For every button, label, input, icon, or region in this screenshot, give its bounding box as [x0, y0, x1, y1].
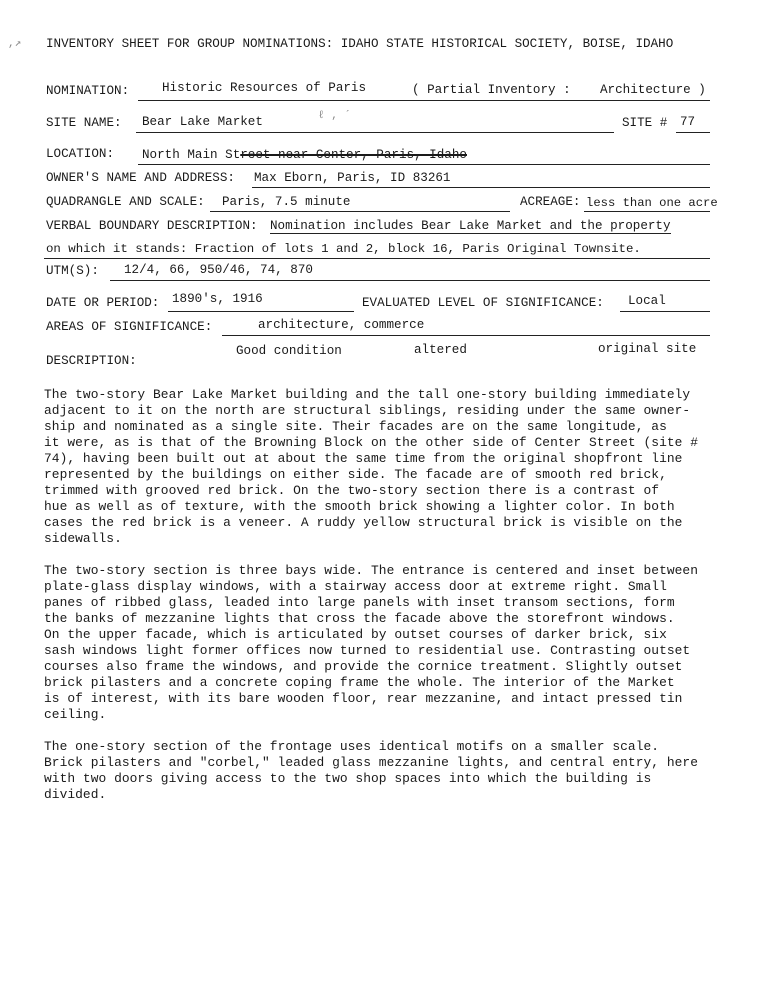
date-value: 1890's, 1916 — [172, 292, 263, 306]
acreage-label: ACREAGE: — [520, 195, 581, 209]
site-number-value: 77 — [680, 115, 696, 129]
utm-value: 12/4, 66, 950/46, 74, 870 — [124, 263, 313, 277]
quadrangle-value: Paris, 7.5 minute — [222, 195, 351, 209]
acreage-value: less than one acre — [586, 196, 718, 210]
description-paragraph-3: The one-story section of the frontage uses identical motifs on a smaller scale. Brick pilasters and "corbel," leaded glass mezzanine lights, and central entry, here with two doors giving access to the two shop spaces into which the building is divided. — [44, 739, 698, 802]
location-value-struck: reet near Center, Paris, Idaho — [240, 148, 467, 162]
boundary-line-1: Nomination includes Bear Lake Market and the property — [270, 219, 671, 233]
site-name-value: Bear Lake Market — [142, 115, 263, 129]
nomination-qualifier-value: Architecture ) — [600, 83, 706, 97]
site-name-label: SITE NAME: — [46, 116, 122, 130]
owner-rule — [252, 187, 710, 188]
utm-rule — [110, 280, 710, 281]
quadrangle-label: QUADRANGLE AND SCALE: — [46, 195, 205, 209]
significance-value: Local — [628, 294, 666, 308]
description-label: DESCRIPTION: — [46, 354, 137, 368]
acreage-rule — [584, 211, 710, 212]
owner-value: Max Eborn, Paris, ID 83261 — [254, 171, 451, 185]
location-label: LOCATION: — [46, 147, 115, 161]
description-paragraph-2: The two-story section is three bays wide. The entrance is centered and inset between plate-glass display windows, with a stairway access door at extreme right. Small panes of ribbed glass, leaded into large panels with inset transom sections, form the banks of mezzanine lights that cross the facade above the storefront windows. On the upper facade, which is articulated by outset courses of darker brick, six sash windows light former offices now turned to residential use. Contrasting outset courses also frame the windows, and provide the cornice treatment. Slightly outset brick pilasters and a concrete coping frame the whole. The interior of the Market is of interest, with its bare wooden floor, rear mezzanine, and intact pressed tin ceiling. — [44, 563, 698, 722]
significance-label: EVALUATED LEVEL OF SIGNIFICANCE: — [362, 296, 604, 310]
site-number-rule — [676, 132, 710, 133]
owner-label: OWNER'S NAME AND ADDRESS: — [46, 171, 235, 185]
boundary-label: VERBAL BOUNDARY DESCRIPTION: — [46, 219, 258, 233]
nomination-qualifier: ( Partial Inventory : — [412, 83, 571, 97]
utm-label: UTM(S): — [46, 264, 99, 278]
site-number-label: SITE # — [622, 116, 668, 130]
nomination-label: NOMINATION: — [46, 84, 130, 98]
areas-rule — [222, 335, 710, 336]
sheet-title: INVENTORY SHEET FOR GROUP NOMINATIONS: IDAHO STATE HISTORICAL SOCIETY, BOISE, IDAHO — [46, 37, 674, 51]
date-label: DATE OR PERIOD: — [46, 296, 160, 310]
areas-label: AREAS OF SIGNIFICANCE: — [46, 320, 213, 334]
handwritten-scribble: ℓ , ´ — [318, 110, 352, 122]
site-status-value: original site — [598, 342, 697, 356]
location-value-kept: North Main St — [142, 148, 241, 162]
site-name-rule — [136, 132, 614, 133]
nomination-rule — [138, 100, 710, 101]
areas-value: architecture, commerce — [258, 318, 425, 332]
nomination-value: Historic Resources of Paris — [162, 81, 367, 95]
boundary-rule-2 — [44, 258, 710, 259]
altered-value: altered — [414, 343, 467, 357]
date-rule — [168, 311, 354, 312]
location-value — [142, 148, 467, 162]
condition-value: Good condition — [236, 344, 342, 358]
location-rule — [138, 164, 710, 165]
description-paragraph-1: The two-story Bear Lake Market building and the tall one-story building immediately adjacent to it on the north are structural siblings, residing under the same owner- ship and nominated as a single site. Their facades are on the same longitude, as it were, as is that of the Browning Block on the other side of Center Street (site # 74), having been built out at about the same time from the original shopfront line represented by the buildings on either side. The facade are of smooth red brick, trimmed with grooved red brick. On the two-story section there is a contrast of hue as well as of texture, with the smooth brick showing a lighter color. In both cases the red brick is a veneer. A ruddy yellow structural brick is visible on the sidewalls. — [44, 387, 698, 546]
margin-mark: ,↗ — [8, 38, 22, 50]
significance-rule — [620, 311, 710, 312]
quadrangle-rule — [210, 211, 510, 212]
boundary-line-2: on which it stands: Fraction of lots 1 and 2, block 16, Paris Original Townsite. — [46, 242, 641, 256]
